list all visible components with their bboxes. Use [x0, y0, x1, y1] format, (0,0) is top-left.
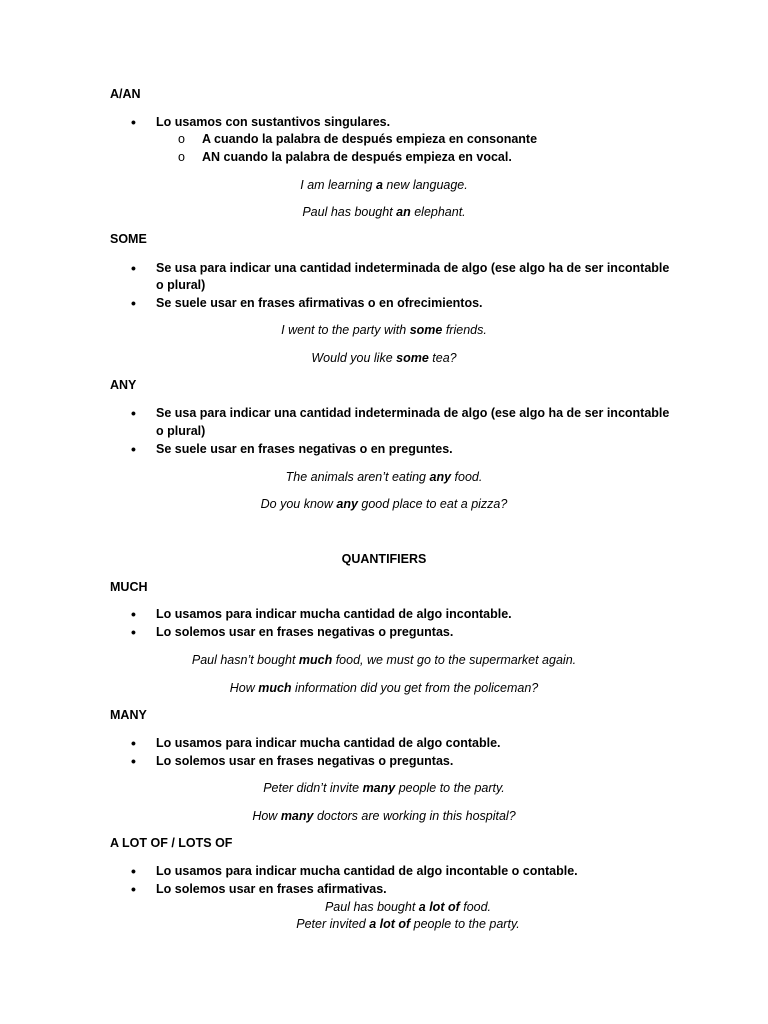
section-heading-many: MANY [110, 708, 147, 722]
section-heading-much: MUCH [110, 580, 148, 594]
list-item: • Se suele usar en frases afirmativas o en ofrecimientos. [156, 295, 483, 311]
example-sentence: Do you know any good place to eat a pizza? [260, 497, 508, 511]
example-sentence: I went to the party with some friends. [281, 323, 487, 337]
example-sentence: Paul has bought an elephant. [302, 205, 466, 219]
page-subtitle-quantifiers: QUANTIFIERS [341, 552, 427, 566]
sub-list-item: o AN cuando la palabra de después empieza en vocal. [202, 149, 512, 165]
list-item: • Lo usamos con sustantivos singulares. [156, 114, 390, 130]
list-item: • Lo solemos usar en frases afirmativas. [156, 881, 387, 897]
sub-list-item: o A cuando la palabra de después empieza en consonante [202, 131, 537, 147]
example-sentence: Peter didn’t invite many people to the party. [263, 781, 505, 795]
list-item: • Lo solemos usar en frases negativas o preguntas. [156, 753, 453, 769]
section-heading-any: ANY [110, 378, 137, 392]
example-sentence: How much information did you get from the policeman? [229, 681, 539, 695]
example-sentence: Would you like some tea? [311, 351, 457, 365]
example-sentence: The animals aren’t eating any food. [285, 470, 483, 484]
section-heading-a-an: A/AN [110, 87, 141, 101]
list-item: • Se usa para indicar una cantidad indeterminada de algo (ese algo ha de ser incontable [156, 260, 669, 276]
list-item: • Se usa para indicar una cantidad indeterminada de algo (ese algo ha de ser incontable [156, 405, 669, 421]
list-item: • Lo usamos para indicar mucha cantidad de algo incontable. [156, 606, 512, 622]
section-heading-some: SOME [110, 232, 147, 246]
example-sentence: Peter invited a lot of people to the party. [296, 917, 520, 931]
list-item: • Lo usamos para indicar mucha cantidad de algo contable. [156, 735, 501, 751]
list-item-continuation: o plural) [156, 424, 206, 438]
section-heading-a-lot-of: A LOT OF / LOTS OF [110, 836, 233, 850]
example-sentence: Paul hasn’t bought much food, we must go to the supermarket again. [191, 653, 577, 667]
list-item: • Lo solemos usar en frases negativas o preguntas. [156, 624, 453, 640]
example-sentence: How many doctors are working in this hospital? [252, 809, 516, 823]
list-item-continuation: o plural) [156, 278, 206, 292]
list-item: • Lo usamos para indicar mucha cantidad de algo incontable o contable. [156, 863, 578, 879]
list-item: • Se suele usar en frases negativas o en preguntes. [156, 441, 453, 457]
example-sentence: Paul has bought a lot of food. [324, 900, 492, 914]
example-sentence: I am learning a new language. [300, 178, 468, 192]
